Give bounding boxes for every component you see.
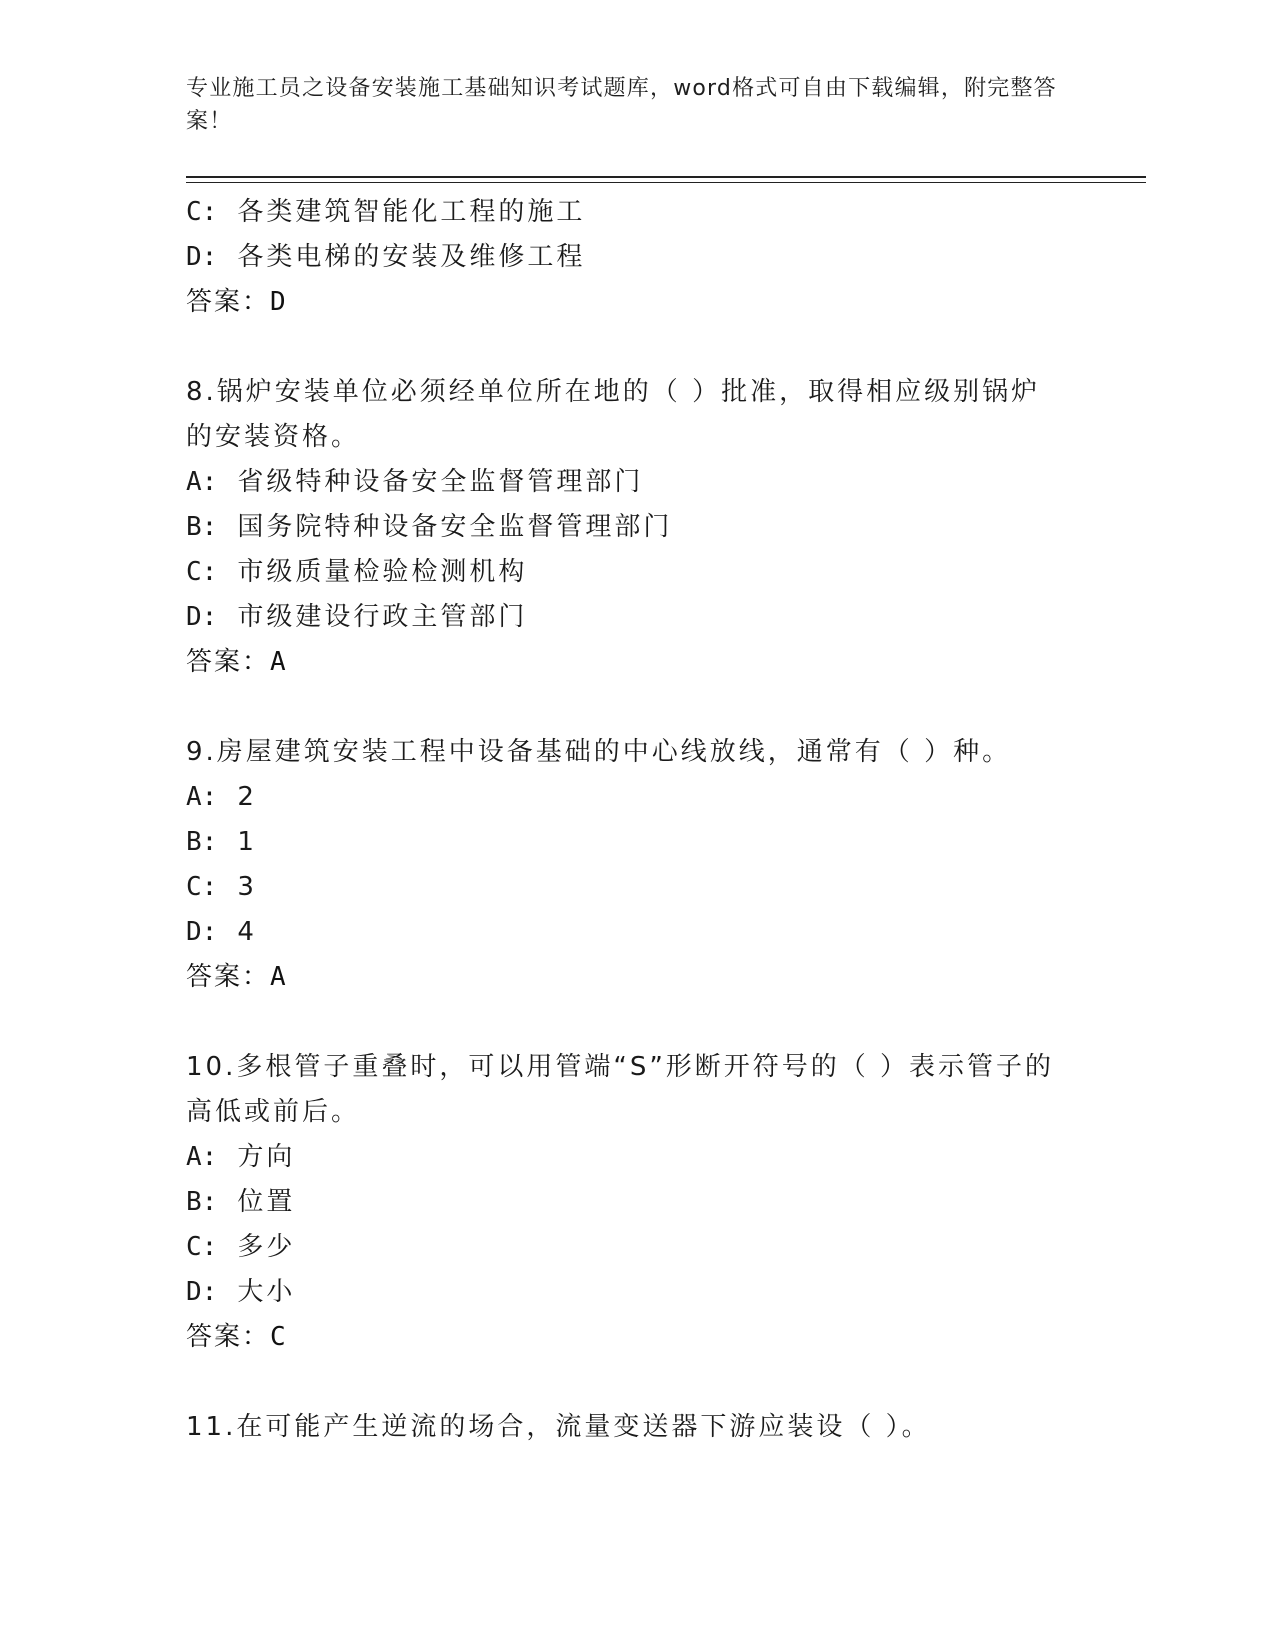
option-text: 省级特种设备安全监督管理部门 (237, 467, 644, 497)
option-d (186, 595, 1086, 640)
option-text: 2 (237, 782, 257, 812)
header-divider-thick (186, 176, 1146, 178)
answer-value: A (270, 647, 288, 677)
option-d (186, 1270, 1086, 1315)
option-a (186, 775, 1086, 820)
option-text: 多少 (237, 1232, 296, 1262)
answer-label: 答案： (186, 647, 271, 677)
answer-label: 答案： (186, 287, 271, 317)
option-key: A: (186, 467, 218, 497)
answer-line (186, 280, 1086, 325)
option-key: C: (186, 197, 218, 227)
option-key: D: (186, 917, 218, 947)
option-text: 各类电梯的安装及维修工程 (237, 242, 586, 272)
answer-value: C (270, 1322, 288, 1352)
option-b (186, 505, 1086, 550)
option-key: A: (186, 1142, 218, 1172)
option-text: 方向 (237, 1142, 296, 1172)
option-d (186, 235, 1086, 280)
option-key: D: (186, 602, 218, 632)
question-11-text: 11.在可能产生逆流的场合，流量变送器下游应装设（ ）。 (186, 1412, 931, 1442)
question-content (186, 190, 1086, 1450)
option-text: 各类建筑智能化工程的施工 (237, 197, 586, 227)
document-header: 专业施工员之设备安装施工基础知识考试题库，word格式可自由下载编辑，附完整答案！ (186, 76, 1057, 134)
option-b (186, 820, 1086, 865)
option-key: B: (186, 827, 218, 857)
option-key: C: (186, 1232, 218, 1262)
question-10-text: 10.多根管子重叠时，可以用管端“S”形断开符号的（ ）表示管子的高低或前后。 (186, 1052, 1055, 1127)
option-text: 大小 (237, 1277, 296, 1307)
option-c (186, 1225, 1086, 1270)
option-d (186, 910, 1086, 955)
answer-value: A (270, 962, 288, 992)
option-a (186, 460, 1086, 505)
option-b (186, 1180, 1086, 1225)
answer-label: 答案： (186, 962, 271, 992)
answer-line (186, 955, 1086, 1000)
answer-line (186, 1315, 1086, 1360)
option-c (186, 190, 1086, 235)
option-key: D: (186, 1277, 218, 1307)
answer-label: 答案： (186, 1322, 271, 1352)
option-text: 1 (237, 827, 257, 857)
option-key: B: (186, 512, 218, 542)
option-key: C: (186, 872, 218, 902)
option-a (186, 1135, 1086, 1180)
option-text: 4 (237, 917, 257, 947)
option-text: 市级质量检验检测机构 (237, 557, 528, 587)
question-9-text: 9.房屋建筑安装工程中设备基础的中心线放线，通常有（ ）种。 (186, 737, 1012, 767)
option-text: 3 (237, 872, 257, 902)
answer-line (186, 640, 1086, 685)
option-key: C: (186, 557, 218, 587)
header-divider-thin (186, 182, 1146, 183)
option-key: D: (186, 242, 218, 272)
option-text: 市级建设行政主管部门 (237, 602, 528, 632)
option-text: 国务院特种设备安全监督管理部门 (237, 512, 673, 542)
option-c (186, 550, 1086, 595)
option-text: 位置 (237, 1187, 296, 1217)
option-c (186, 865, 1086, 910)
question-8-text: 8.锅炉安装单位必须经单位所在地的（ ）批准，取得相应级别锅炉的安装资格。 (186, 377, 1041, 452)
answer-value: D (270, 287, 288, 317)
option-key: A: (186, 782, 218, 812)
option-key: B: (186, 1187, 218, 1217)
